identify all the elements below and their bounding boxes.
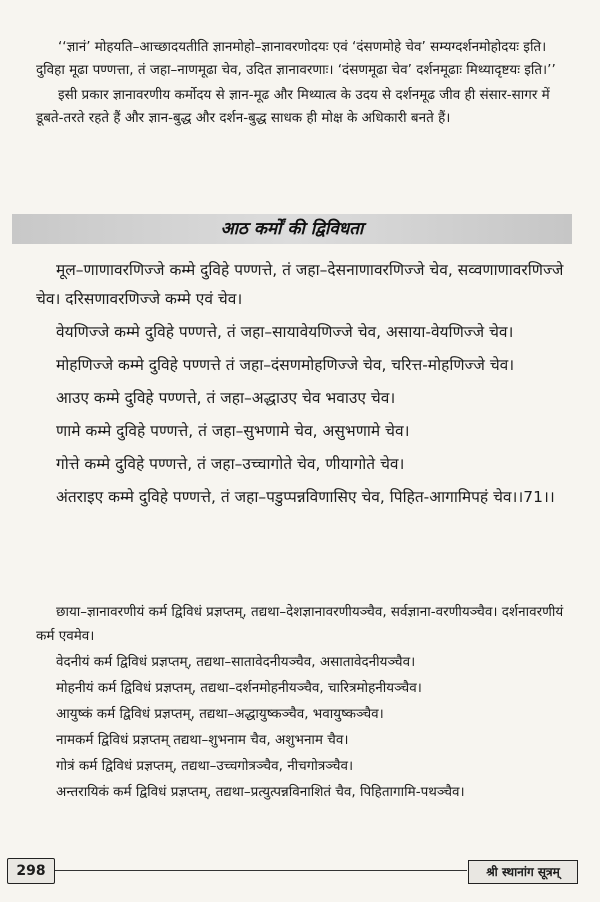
commentary-quote: ‘‘ज्ञानं’ मोहयति–आच्छादयतीति ज्ञानमोहो–ज्ञानावरणोदयः एवं ‘दंसणमोहे चेव’ सम्यग्दर्शनमोहोदयः इति। दुविहा मूढा पण्णत्ता, तं जहा–नाणमूढा चेव, उदित ज्ञानावरणाः। ‘दंसणमूढा चेव’ दर्शनमूढाः मिथ्यादृष्टयः इति।’’: [36, 39, 556, 78]
sanskrit-line: गोत्रं कर्म द्विविधं प्रज्ञप्तम्, तद्यथा–उच्चगोत्रञ्चैव, नीचगोत्रञ्चैव।: [56, 758, 354, 774]
section-heading: आठ कर्मों की द्विविधता: [220, 219, 364, 239]
prakrit-verse: णामे कम्मे दुविहे पण्णत्ते, तं जहा–सुभणामे चेव, असुभणामे चेव।: [56, 422, 410, 440]
prakrit-verse: मूल–णाणावरणिज्जे कम्मे दुविहे पण्णत्ते, तं जहा–देसनाणावरणिज्जे चेव, सव्वणाणावरणिज्जे चेव। दरिसणावरणिज्जे कम्मे एवं चेव।: [36, 261, 564, 308]
sanskrit-line: वेदनीयं कर्म द्विविधं प्रज्ञप्तम्, तद्यथा–सातावेदनीयञ्चैव, असातावेदनीयञ्चैव।: [56, 654, 416, 670]
footer-divider: [55, 870, 467, 871]
prakrit-verse: आउए कम्मे दुविहे पण्णत्ते, तं जहा–अद्धाउए चेव भवाउए चेव।: [56, 389, 396, 407]
prakrit-verses: [36, 256, 574, 516]
book-title: श्री स्थानांग सूत्रम्: [468, 860, 578, 884]
sanskrit-line: छाया–ज्ञानावरणीयं कर्म द्विविधं प्रज्ञप्तम्, तद्यथा–देशज्ञानावरणीयञ्चैव, सर्वज्ञाना-वरणीयञ्चैव। दर्शनावरणीयं कर्म एवमेव।: [36, 604, 564, 644]
prakrit-verse: अंतराइए कम्मे दुविहे पण्णत्ते, तं जहा–पडुप्पन्नविणासिए चेव, पिहित-आगामिपहं चेव।।71।।: [56, 488, 555, 506]
prakrit-verse: मोहणिज्जे कम्मे दुविहे पण्णत्ते तं जहा–दंसणमोहणिज्जे चेव, चरित्त-मोहणिज्जे चेव।: [56, 356, 515, 374]
intro-block: [36, 36, 574, 130]
section-heading-bar: [12, 214, 572, 244]
sanskrit-line: आयुष्कं कर्म द्विविधं प्रज्ञप्तम्, तद्यथा–अद्धायुष्कञ्चैव, भवायुष्कञ्चैव।: [56, 706, 384, 722]
prakrit-verse: गोत्ते कम्मे दुविहे पण्णत्ते, तं जहा–उच्चागोते चेव, णीयागोते चेव।: [56, 455, 405, 473]
prakrit-verse: वेयणिज्जे कम्मे दुविहे पण्णत्ते, तं जहा–सायावेयणिज्जे चेव, असाया-वेयणिज्जे चेव।: [56, 323, 514, 341]
sanskrit-line: नामकर्म द्विविधं प्रज्ञप्तम् तद्यथा–शुभनाम चैव, अशुभनाम चैव।: [56, 732, 349, 748]
page-footer: [0, 856, 600, 886]
sanskrit-line: मोहनीयं कर्म द्विविधं प्रज्ञप्तम्, तद्यथा–दर्शनमोहनीयञ्चैव, चारित्रमोहनीयञ्चैव।: [56, 680, 422, 696]
page-number: 298: [7, 858, 55, 884]
explanation-paragraph: इसी प्रकार ज्ञानावरणीय कर्मोदय से ज्ञान-मूढ और मिथ्यात्व के उदय से दर्शनमूढ जीव ही संसार-सागर में डूबते-तरते रहते हैं और ज्ञान-बुद्ध और दर्शन-बुद्ध साधक ही मोक्ष के अधिकारी बनते हैं।: [36, 87, 550, 126]
sanskrit-chaya: [36, 600, 574, 806]
sanskrit-line: अन्तरायिकं कर्म द्विविधं प्रज्ञप्तम्, तद्यथा–प्रत्युत्पन्नविनाशितं चैव, पिहितागामि-पथञ्चैव।: [56, 784, 465, 800]
